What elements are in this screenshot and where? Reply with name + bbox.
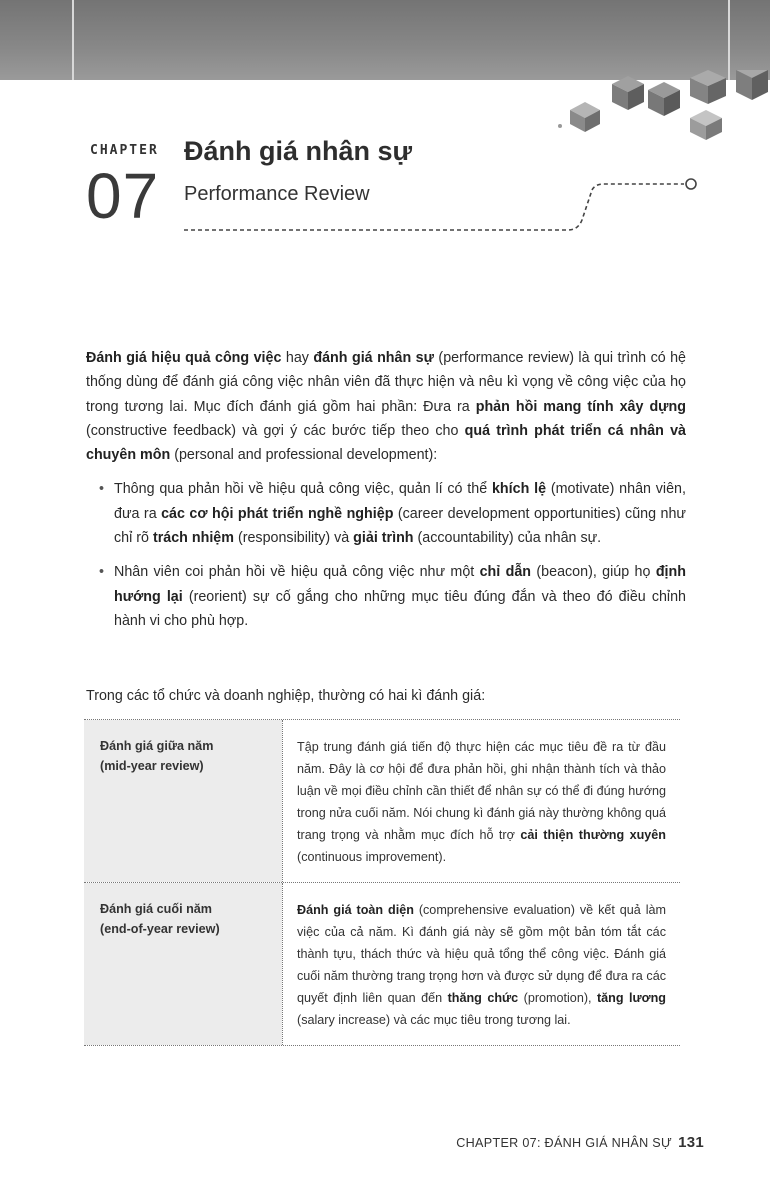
chapter-title-vietnamese: Đánh giá nhân sự bbox=[184, 136, 413, 166]
title-dashed-connector bbox=[180, 170, 720, 240]
page-number: 131 bbox=[678, 1134, 704, 1151]
review-term: Đánh giá giữa năm bbox=[100, 739, 214, 753]
review-term: Đánh giá cuối năm bbox=[100, 902, 212, 916]
review-term-cell bbox=[84, 720, 282, 882]
review-description: Tập trung đánh giá tiến độ thực hiện các mục tiêu đề ra từ đầu năm. Đây là cơ hội để đưa phản hồi, ghi nhận thành tích và thảo luận về mọi điều chỉnh cần thiết để nhân sự có thể đi đúng hướng trong nửa cuối năm. Nói chung kì đánh giá này thường không quá trang trọng và nhằm mục đích hỗ trợ cải thiện thường xuyên (continuous improvement). bbox=[282, 720, 680, 882]
chapter-label: CHAPTER bbox=[90, 143, 159, 158]
review-term-english: (end-of-year review) bbox=[100, 922, 220, 936]
chapter-title-english: Performance Review bbox=[184, 183, 370, 205]
bullet-list bbox=[86, 477, 686, 633]
review-description: Đánh giá toàn diện (comprehensive evaluation) về kết quả làm việc của cả năm. Kì đánh giá này sẽ gồm một bản tóm tắt các thành tựu, thách thức và hiệu quả tổng thể công việc. Đánh giá cuối năm thường trang trọng hơn và được sử dụng để đưa ra các quyết định liên quan đến thăng chức (promotion), tăng lương (salary increase) và các mục tiêu trong tương lai. bbox=[282, 883, 680, 1045]
review-term-cell bbox=[84, 883, 282, 1045]
header-banner bbox=[0, 0, 770, 80]
table-row bbox=[84, 720, 680, 882]
banner-divider bbox=[72, 0, 74, 80]
cube-decoration-icon bbox=[540, 70, 770, 170]
intro-paragraph: Đánh giá hiệu quả công việc hay đánh giá nhân sự (performance review) là qui trình có hệ thống dùng để đánh giá công việc nhân viên đã thực hiện và nêu kì vọng về công việc của họ trong tương lai. Mục đích đánh giá gồm hai phần: Đưa ra phản hồi mang tính xây dựng (constructive feedback) và gợi ý các bước tiếp theo cho quá trình phát triển cá nhân và chuyên môn (personal and professional development): bbox=[86, 350, 687, 464]
page-footer bbox=[456, 1134, 704, 1151]
bullet-item: • Thông qua phản hồi về hiệu quả công việc, quản lí có thể khích lệ (motivate) nhân viên, đưa ra các cơ hội phát triển nghề nghiệp (career development opportunities) cũng như chỉ rõ trách nhiệm (responsibility) và giải trình (accountability) của nhân sự. bbox=[114, 477, 686, 550]
running-title: CHAPTER 07: ĐÁNH GIÁ NHÂN SỰ bbox=[456, 1136, 673, 1150]
review-term-english: (mid-year review) bbox=[100, 759, 204, 773]
banner-divider bbox=[728, 0, 730, 80]
main-body bbox=[86, 346, 686, 643]
reviews-intro: Trong các tổ chức và doanh nghiệp, thường có hai kì đánh giá: bbox=[86, 688, 486, 704]
chapter-number: 07 bbox=[86, 160, 160, 232]
table-row bbox=[84, 882, 680, 1045]
bullet-item: • Nhân viên coi phản hồi về hiệu quả công việc như một chỉ dẫn (beacon), giúp họ định hướng lại (reorient) sự cố gắng cho những mục tiêu đúng đắn và theo đó điều chỉnh hành vi cho phù hợp. bbox=[114, 560, 686, 633]
review-types-table bbox=[84, 719, 680, 1046]
